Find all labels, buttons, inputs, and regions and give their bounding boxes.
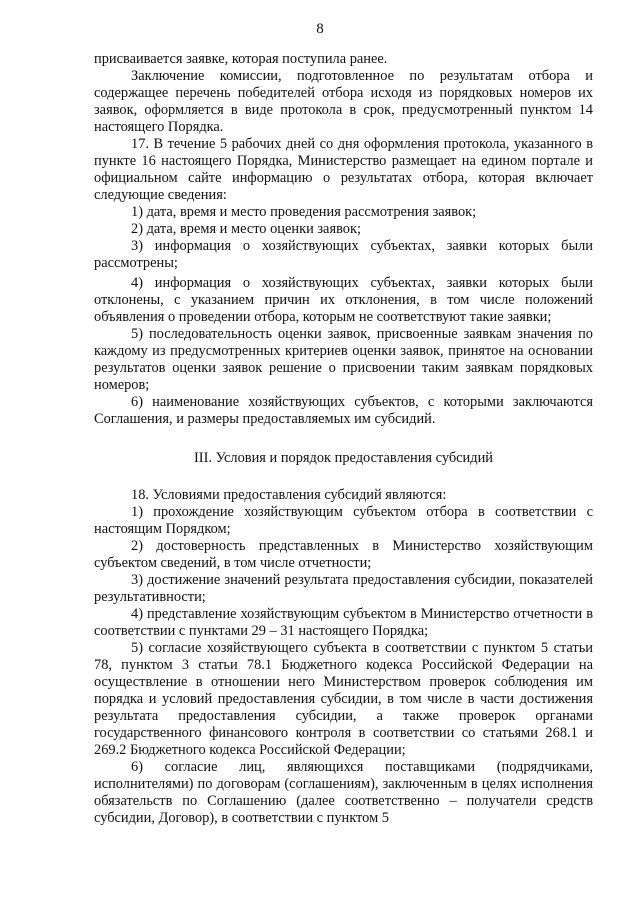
- paragraph-commission-conclusion: Заключение комиссии, подготовленное по результатам отбора и содержащее перечень победителей отбора исходя из порядковых номеров их заявок, оформляется в виде протокола в срок, предусмотренный пунктом 14 настоящего Порядка.: [94, 68, 593, 135]
- paragraph-item-18: 18. Условиями предоставления субсидий являются:: [131, 487, 447, 503]
- list-item-17-4: 4) информация о хозяйствующих субъектах, заявки которых были отклонены, с указанием причин их отклонения, в том числе положений объявления о проведении отбора, которым не соответствуют такие заявки;: [94, 275, 593, 325]
- list-item-18-6: 6) согласие лиц, являющихся поставщиками (подрядчиками, исполнителями) по договорам (соглашениям), заключенным в целях исполнения обязательств по Соглашению (далее соответственно – получатели средств субсидии, Договор), в соответствии с пунктом 5: [94, 759, 593, 826]
- paragraph-item-17: 17. В течение 5 рабочих дней со дня оформления протокола, указанного в пункте 16 настоящего Порядка, Министерство размещает на едином портале и официальном сайте информацию о результатах отбора, которая включает следующие сведения:: [94, 136, 593, 203]
- list-item-18-4: 4) представление хозяйствующим субъектом в Министерство отчетности в соответствии с пунктами 29 – 31 настоящего Порядка;: [94, 606, 593, 639]
- list-item-18-3: 3) достижение значений результата предоставления субсидии, показателей результативности;: [94, 572, 593, 605]
- page-number: 8: [316, 21, 324, 37]
- list-item-17-1: 1) дата, время и место проведения рассмотрения заявок;: [131, 204, 477, 220]
- paragraph-continuation: присваивается заявке, которая поступила ранее.: [94, 51, 388, 67]
- list-item-17-3: 3) информация о хозяйствующих субъектах, заявки которых были рассмотрены;: [94, 238, 593, 271]
- list-item-18-5: 5) согласие хозяйствующего субъекта в соответствии с пунктом 5 статьи 78, пунктом 3 статьи 78.1 Бюджетного кодекса Российской Федерации на осуществление в отношении него Министерством проверок соблюдения им порядка и условий предоставления субсидии, в том числе в части достижения результата предоставления субсидии, а также проверок органами государственного финансового контроля в соответствии со статьями 268.1 и 269.2 Бюджетного кодекса Российской Федерации;: [94, 640, 593, 758]
- section-heading: III. Условия и порядок предоставления субсидий: [194, 450, 493, 466]
- list-item-18-2: 2) достоверность представленных в Министерство хозяйствующим субъектом сведений, в том числе отчетности;: [94, 538, 593, 571]
- list-item-18-1: 1) прохождение хозяйствующим субъектом отбора в соответствии с настоящим Порядком;: [94, 504, 593, 537]
- list-item-17-2: 2) дата, время и место оценки заявок;: [131, 221, 361, 237]
- list-item-17-5: 5) последовательность оценки заявок, присвоенные заявкам значения по каждому из предусмотренных критериев оценки заявок, принятое на основании результатов оценки заявок решение о присвоении таким заявкам порядковых номеров;: [94, 326, 593, 393]
- list-item-17-6: 6) наименование хозяйствующих субъектов, с которыми заключаются Соглашения, и размеры предоставляемых им субсидий.: [94, 394, 593, 427]
- document-body: [94, 51, 593, 827]
